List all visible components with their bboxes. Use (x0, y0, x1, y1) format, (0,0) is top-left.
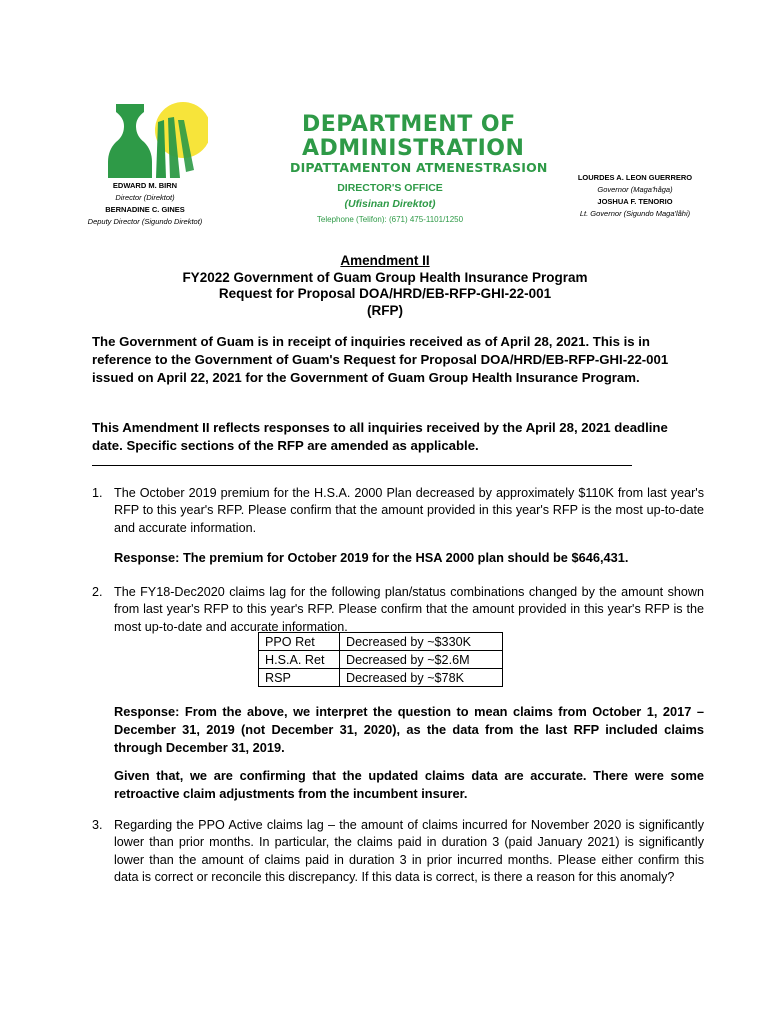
item-number: 3. (92, 818, 103, 832)
department-name-local: DIPATTAMENTON ATMENESTRASION (290, 160, 548, 175)
table-row (259, 633, 503, 651)
office-name: DIRECTOR'S OFFICE (337, 182, 443, 194)
rfp-abbrev: (RFP) (367, 302, 403, 318)
left-officials (70, 180, 220, 228)
governor-name: LOURDES A. LEON GUERRERO (577, 173, 693, 182)
office-phone: Telephone (Telifon): (671) 475-1101/1250 (316, 215, 464, 224)
office-name-local: (Ufisinan Direktot) (344, 198, 436, 210)
item-number: 1. (92, 486, 103, 500)
program-title: FY2022 Government of Guam Group Health Insurance Program (182, 269, 588, 285)
governor-title: Governor (Maga'håga) (597, 185, 673, 194)
table-row (259, 669, 503, 687)
plan-cell: PPO Ret (259, 633, 340, 651)
directors-office-block (280, 180, 500, 228)
plan-cell: RSP (259, 669, 340, 687)
item-response-followup: Given that, we are confirming that the updated claims data are accurate. There were some retroactive claim adjustments from the incumbent insurer. (114, 768, 704, 801)
rfp-number: Request for Proposal DOA/HRD/EB-RFP-GHI-22-001 (218, 286, 552, 301)
department-name-line2: ADMINISTRATION (302, 136, 525, 161)
divider (92, 465, 632, 466)
claims-lag-table (258, 632, 503, 687)
inquiry-item (92, 485, 704, 537)
intro-paragraph-2: This Amendment II reflects responses to all inquiries received by the April 28, 2021 deadline date. Specific sections of the RFP are amended as applicable. (92, 420, 668, 453)
inquiry-item (92, 584, 704, 636)
item-response: Response: From the above, we interpret the question to mean claims from October 1, 2017 – December 31, 2019 (not December 31, 2020), as the data from the last RFP included claims through December 31, 2019. (114, 704, 704, 755)
right-officials (560, 172, 710, 220)
change-cell: Decreased by ~$2.6M (340, 651, 503, 669)
director-name: EDWARD M. BIRN (112, 181, 178, 190)
plan-cell: H.S.A. Ret (259, 651, 340, 669)
table-row (259, 651, 503, 669)
change-cell: Decreased by ~$78K (340, 669, 503, 687)
item-number: 2. (92, 585, 103, 599)
item-response: Response: The premium for October 2019 for the HSA 2000 plan should be $646,431. (114, 550, 629, 565)
department-logo-icon (108, 100, 208, 180)
lt-governor-title: Lt. Governor (Sigundo Maga'låhi) (579, 209, 691, 218)
department-name-line1: DEPARTMENT OF (302, 112, 516, 137)
director-title: Director (Direktot) (115, 193, 175, 202)
change-cell: Decreased by ~$330K (340, 633, 503, 651)
item-text: Regarding the PPO Active claims lag – the amount of claims incurred for November 2020 is significantly lower than prior months. In particular, the claims paid in duration 3 (paid January 2021) is significantly lower than the amount of claims paid in duration 3 in prior incurred months. Please either confirm this data is correct or reconcile this discrepancy. If this data is correct, is there a reason for this anomaly? (114, 818, 704, 884)
item-text: The FY18-Dec2020 claims lag for the following plan/status combinations changed by the amount shown from last year's RFP to this year's RFP. Please confirm that the amount provided in this year's RFP is the most up-to-date and accurate information. (114, 585, 704, 634)
inquiry-item (92, 817, 704, 886)
intro-paragraph-1: The Government of Guam is in receipt of inquiries received as of April 28, 2021. This is in reference to the Government of Guam's Request for Proposal DOA/HRD/EB-RFP-GHI-22-001 issued on April 22, 2021 for the Government of Guam Group Health Insurance Program. (92, 334, 669, 385)
deputy-director-name: BERNADINE C. GINES (105, 205, 185, 214)
item-text: The October 2019 premium for the H.S.A. 2000 Plan decreased by approximately $110K from last year's RFP to this year's RFP. Please confirm that the amount provided in this year's RFP is the most up-to-date and accurate information. (114, 486, 704, 535)
lt-governor-name: JOSHUA F. TENORIO (597, 197, 673, 206)
deputy-director-title: Deputy Director (Sigundo Direktot) (87, 217, 203, 226)
document-title (90, 253, 680, 319)
amendment-heading: Amendment II (340, 253, 430, 268)
